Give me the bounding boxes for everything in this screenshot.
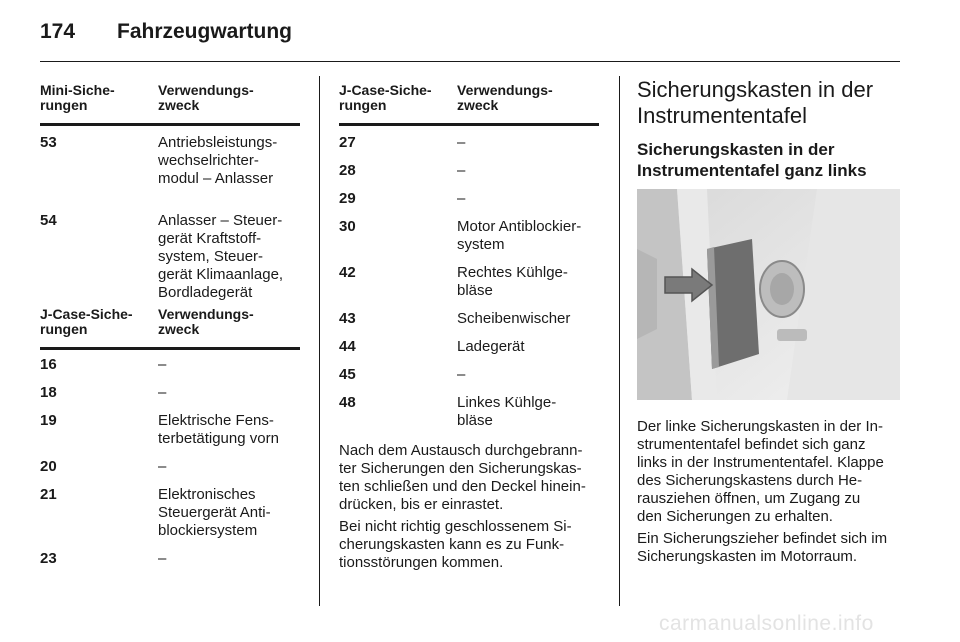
table-row [40, 486, 300, 550]
fuse-usage: – [457, 162, 466, 179]
section-heading: Sicherungskasten in der Instrumententafel [637, 77, 874, 128]
table-header [40, 83, 300, 123]
fuse-usage: Motor Antiblockier- system [457, 218, 582, 253]
header-usage-column: Verwendungs- zweck [158, 306, 254, 337]
page-number: 174 [40, 20, 76, 43]
table-header [40, 307, 300, 347]
fuse-usage: Elektronisches Steuergerät Anti- blockiersystem [158, 486, 271, 539]
header-rule [40, 123, 300, 126]
fuse-usage: Ladegerät [457, 338, 525, 355]
fuse-number: 20 [40, 458, 57, 475]
fuse-box-photo [637, 189, 900, 400]
table-row [40, 550, 300, 568]
fuse-number: 16 [40, 356, 57, 373]
fuse-usage: – [158, 550, 167, 567]
fuse-usage: – [457, 190, 466, 207]
fuse-number: 23 [40, 550, 57, 567]
page-header [0, 0, 960, 60]
table-row [339, 394, 599, 430]
column-divider-left [319, 76, 320, 606]
table-row [339, 162, 599, 190]
fuse-usage: – [158, 384, 167, 401]
table-row [40, 458, 300, 486]
fuse-usage: – [158, 458, 167, 475]
watermark: carmanualsonline.info [659, 612, 874, 635]
fuse-number: 48 [339, 394, 356, 411]
warning-paragraph: Bei nicht richtig geschlossenem Si- cherungskasten kann es zu Funk- tionsstörungen kommen. [339, 518, 572, 571]
table-header [339, 83, 599, 123]
table-row [339, 264, 599, 310]
fuse-usage: Scheibenwischer [457, 310, 571, 327]
fuse-usage: – [158, 356, 167, 373]
jcase-fuse-table-2 [339, 83, 599, 430]
fuse-number: 18 [40, 384, 57, 401]
fuse-usage: Anlasser – Steuer- gerät Kraftstoff- system, Steuer- gerät Klimaanlage, Bordladegerät [158, 212, 284, 301]
dashboard-illustration [637, 189, 900, 400]
subsection-heading: Sicherungskasten in der Instrumententafel ganz links [637, 140, 867, 180]
table-row [339, 366, 599, 394]
fuse-usage: Antriebsleistungs- wechselrichter- modul – Anlasser [158, 134, 278, 187]
table-row [339, 338, 599, 366]
fuse-number: 53 [40, 134, 57, 151]
fuse-number: 43 [339, 310, 356, 327]
page-title: Fahrzeugwartung [117, 20, 293, 43]
header-rule [339, 123, 599, 126]
fuse-number: 42 [339, 264, 356, 281]
fuse-number: 27 [339, 134, 356, 151]
fuse-puller-note: Ein Sicherungszieher befindet sich im Sicherungskasten im Motorraum. [637, 530, 888, 565]
table-row [40, 212, 300, 302]
column-divider-right [619, 76, 620, 606]
table-row [339, 134, 599, 162]
header-fuse-column: J-Case-Siche- rungen [40, 306, 133, 337]
header-rule [40, 61, 900, 62]
fuse-number: 54 [40, 212, 57, 229]
fuse-usage: Elektrische Fens- terbetätigung vorn [158, 412, 279, 447]
header-rule [40, 347, 300, 350]
fuse-number: 28 [339, 162, 356, 179]
replacement-paragraph: Nach dem Austausch durchgebrann- ter Sicherungen den Sicherungskas- ten schließen und den Deckel hinein- drücken, bis er einrastet. [339, 442, 586, 513]
fuse-usage: – [457, 366, 466, 383]
table-row [40, 384, 300, 412]
table-row [339, 218, 599, 264]
fuse-usage: – [457, 134, 466, 151]
fuse-number: 30 [339, 218, 356, 235]
table-row [40, 412, 300, 458]
header-usage-column: Verwendungs- zweck [158, 82, 254, 113]
fuse-number: 44 [339, 338, 356, 355]
table-row [40, 356, 300, 384]
fuse-box-description: Der linke Sicherungskasten in der In- strumententafel befindet sich ganz links in der Instrumententafel. Klappe des Sicherungskastens durch He- rausziehen öffnen, um Zugang zu den Sicherungen zu erhalten. [637, 418, 884, 525]
fuse-number: 21 [40, 486, 57, 503]
fuse-usage: Linkes Kühlge- bläse [457, 394, 557, 429]
header-usage-column: Verwendungs- zweck [457, 82, 553, 113]
header-fuse-column: J-Case-Siche- rungen [339, 82, 432, 113]
fuse-usage: Rechtes Kühlge- bläse [457, 264, 568, 299]
mini-fuse-table [40, 83, 300, 302]
table-row [339, 310, 599, 338]
table-row [339, 190, 599, 218]
fuse-number: 29 [339, 190, 356, 207]
table-row [40, 134, 300, 212]
fuse-number: 19 [40, 412, 57, 429]
fuse-number: 45 [339, 366, 356, 383]
jcase-fuse-table-1 [40, 307, 300, 568]
header-fuse-column: Mini-Siche- rungen [40, 82, 115, 113]
